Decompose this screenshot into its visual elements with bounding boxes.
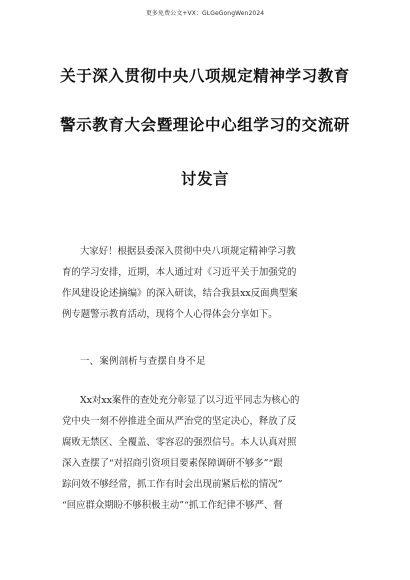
document-title-line-2: 警示教育大会暨理论中心组学习的交流研 bbox=[60, 116, 350, 134]
paragraph-line: 腐败无禁区、全覆盖、零容忍的强烈信号。本人认真对照 bbox=[62, 437, 297, 448]
paragraph-line: 大家好！根据县委深入贯彻中央八项规定精神学习教 bbox=[80, 246, 296, 257]
paragraph-line: 踪问效不够经常，抓工作有时会出现前紧后松的情况” bbox=[62, 479, 283, 490]
document-title-line-1: 关于深入贯彻中央八项规定精神学习教育 bbox=[60, 67, 350, 85]
paragraph-line: 育的学习安排，近期，本人通过对《习近平关于加强党的 bbox=[62, 267, 297, 278]
header-note: 更多免费公文+VX：GLGeGongWen2024 bbox=[145, 10, 265, 17]
case-analysis-paragraph bbox=[62, 390, 352, 516]
document-title-line-3: 讨发言 bbox=[180, 170, 230, 188]
section-heading: 一、案例剖析与查摆自身不足 bbox=[80, 356, 206, 367]
paragraph-line: 作风建设论述摘编》的深入研读，结合我县xx反面典型案 bbox=[62, 288, 298, 299]
paragraph-line: 党中央一刻不停推进全面从严治党的坚定决心，释放了反 bbox=[62, 416, 297, 427]
paragraph-line: 深入查摆了“对招商引资项目要素保障调研不够多”“跟 bbox=[62, 458, 283, 469]
paragraph-line: Xx对xx案件的查处充分彰显了以习近平同志为核心的 bbox=[80, 395, 300, 406]
paragraph-line: “回应群众期盼不够积极主动”“抓工作纪律不够严、督 bbox=[62, 500, 283, 511]
intro-paragraph bbox=[62, 241, 352, 325]
paragraph-line: 例专题警示教育活动，现将个人心得体会分享如下。 bbox=[62, 309, 278, 320]
